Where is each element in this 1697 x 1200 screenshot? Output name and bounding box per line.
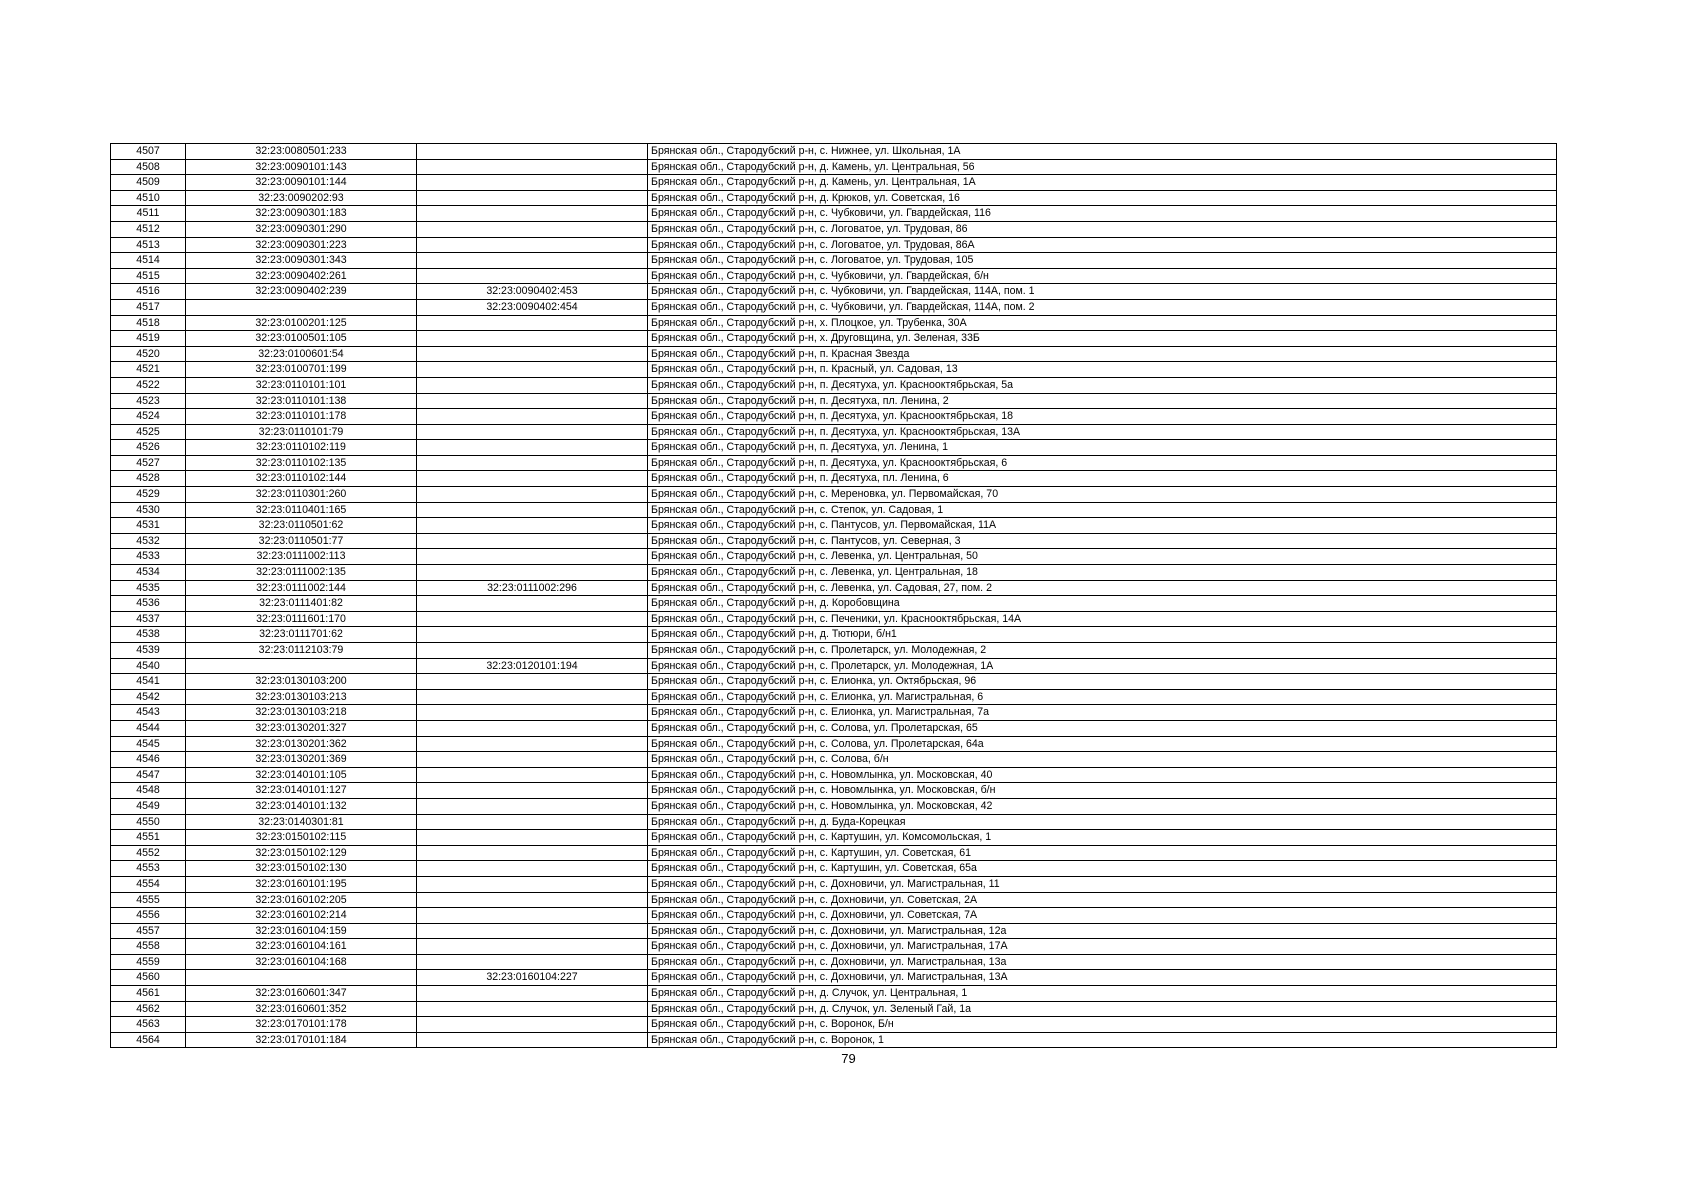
row-number-cell: 4525 — [111, 424, 186, 440]
cadastral-number-cell: 32:23:0080501:233 — [186, 144, 417, 160]
address-cell: Брянская обл., Стародубский р-н, с. Дохновичи, ул. Магистральная, 12а — [648, 923, 1557, 939]
table-row — [111, 580, 1557, 596]
premises-cadastral-number-cell — [417, 565, 648, 581]
table-row — [111, 1032, 1557, 1048]
cadastral-number-cell: 32:23:0160601:352 — [186, 1001, 417, 1017]
premises-cadastral-number-cell — [417, 814, 648, 830]
premises-cadastral-number-cell — [417, 502, 648, 518]
row-number-cell: 4544 — [111, 720, 186, 736]
address-cell: Брянская обл., Стародубский р-н, с. Солова, ул. Пролетарская, 64а — [648, 736, 1557, 752]
address-cell: Брянская обл., Стародубский р-н, п. Десятуха, ул. Краснооктябрьская, 5а — [648, 377, 1557, 393]
table-row — [111, 237, 1557, 253]
table-row — [111, 752, 1557, 768]
cadastral-number-cell: 32:23:0160101:195 — [186, 876, 417, 892]
table-row — [111, 502, 1557, 518]
address-cell: Брянская обл., Стародубский р-н, х. Друговщина, ул. Зеленая, 33Б — [648, 331, 1557, 347]
cadastral-number-cell — [186, 299, 417, 315]
cadastral-number-cell: 32:23:0130201:327 — [186, 720, 417, 736]
address-cell: Брянская обл., Стародубский р-н, д. Камень, ул. Центральная, 1А — [648, 175, 1557, 191]
address-cell: Брянская обл., Стародубский р-н, с. Логоватое, ул. Трудовая, 105 — [648, 253, 1557, 269]
premises-cadastral-number-cell — [417, 643, 648, 659]
table-row — [111, 253, 1557, 269]
row-number-cell: 4535 — [111, 580, 186, 596]
address-cell: Брянская обл., Стародубский р-н, с. Новомлынка, ул. Московская, 42 — [648, 798, 1557, 814]
address-cell: Брянская обл., Стародубский р-н, с. Елионка, ул. Магистральная, 6 — [648, 689, 1557, 705]
table-row — [111, 533, 1557, 549]
row-number-cell: 4533 — [111, 549, 186, 565]
table-row — [111, 830, 1557, 846]
row-number-cell: 4549 — [111, 798, 186, 814]
table-row — [111, 876, 1557, 892]
row-number-cell: 4530 — [111, 502, 186, 518]
cadastral-number-cell: 32:23:0090301:183 — [186, 206, 417, 222]
address-cell: Брянская обл., Стародубский р-н, с. Чубковичи, ул. Гвардейская, 114А, пом. 2 — [648, 299, 1557, 315]
premises-cadastral-number-cell — [417, 830, 648, 846]
table-row — [111, 315, 1557, 331]
premises-cadastral-number-cell — [417, 455, 648, 471]
table-row — [111, 549, 1557, 565]
row-number-cell: 4536 — [111, 596, 186, 612]
cadastral-number-cell: 32:23:0110301:260 — [186, 487, 417, 503]
premises-cadastral-number-cell — [417, 221, 648, 237]
row-number-cell: 4519 — [111, 331, 186, 347]
table-row — [111, 798, 1557, 814]
row-number-cell: 4515 — [111, 268, 186, 284]
cadastral-number-cell: 32:23:0090101:143 — [186, 159, 417, 175]
row-number-cell: 4524 — [111, 409, 186, 425]
premises-cadastral-number-cell — [417, 315, 648, 331]
table-row — [111, 689, 1557, 705]
table-row — [111, 892, 1557, 908]
premises-cadastral-number-cell — [417, 331, 648, 347]
table-row — [111, 268, 1557, 284]
premises-cadastral-number-cell — [417, 1032, 648, 1048]
address-cell: Брянская обл., Стародубский р-н, п. Десятуха, пл. Ленина, 2 — [648, 393, 1557, 409]
table-row — [111, 1001, 1557, 1017]
premises-cadastral-number-cell — [417, 440, 648, 456]
row-number-cell: 4510 — [111, 190, 186, 206]
address-cell: Брянская обл., Стародубский р-н, с. Дохновичи, ул. Магистральная, 13а — [648, 954, 1557, 970]
row-number-cell: 4509 — [111, 175, 186, 191]
address-cell: Брянская обл., Стародубский р-н, с. Картушин, ул. Комсомольская, 1 — [648, 830, 1557, 846]
cadastral-number-cell: 32:23:0110102:144 — [186, 471, 417, 487]
row-number-cell: 4518 — [111, 315, 186, 331]
row-number-cell: 4551 — [111, 830, 186, 846]
table-row — [111, 518, 1557, 534]
address-cell: Брянская обл., Стародубский р-н, с. Печеники, ул. Краснооктябрьская, 14А — [648, 611, 1557, 627]
cadastral-number-cell: 32:23:0111601:170 — [186, 611, 417, 627]
address-cell: Брянская обл., Стародубский р-н, с. Солова, б/н — [648, 752, 1557, 768]
address-cell: Брянская обл., Стародубский р-н, п. Десятуха, пл. Ленина, 6 — [648, 471, 1557, 487]
premises-cadastral-number-cell — [417, 518, 648, 534]
table-row — [111, 346, 1557, 362]
cadastral-number-cell: 32:23:0100601:54 — [186, 346, 417, 362]
premises-cadastral-number-cell — [417, 268, 648, 284]
row-number-cell: 4507 — [111, 144, 186, 160]
premises-cadastral-number-cell: 32:23:0090402:454 — [417, 299, 648, 315]
row-number-cell: 4529 — [111, 487, 186, 503]
table-row — [111, 487, 1557, 503]
premises-cadastral-number-cell — [417, 783, 648, 799]
table-row — [111, 331, 1557, 347]
table-row — [111, 861, 1557, 877]
table-row — [111, 674, 1557, 690]
premises-cadastral-number-cell — [417, 986, 648, 1002]
table-row — [111, 565, 1557, 581]
address-cell: Брянская обл., Стародубский р-н, с. Новомлынка, ул. Московская, 40 — [648, 767, 1557, 783]
premises-cadastral-number-cell — [417, 627, 648, 643]
cadastral-number-cell: 32:23:0110101:101 — [186, 377, 417, 393]
cadastral-number-cell: 32:23:0160102:205 — [186, 892, 417, 908]
cadastral-number-cell: 32:23:0100501:105 — [186, 331, 417, 347]
row-number-cell: 4557 — [111, 923, 186, 939]
table-row — [111, 767, 1557, 783]
address-cell: Брянская обл., Стародубский р-н, с. Пролетарск, ул. Молодежная, 2 — [648, 643, 1557, 659]
premises-cadastral-number-cell — [417, 798, 648, 814]
premises-cadastral-number-cell: 32:23:0160104:227 — [417, 970, 648, 986]
address-cell: Брянская обл., Стародубский р-н, с. Левенка, ул. Садовая, 27, пом. 2 — [648, 580, 1557, 596]
cadastral-number-cell: 32:23:0111002:135 — [186, 565, 417, 581]
table-row — [111, 596, 1557, 612]
premises-cadastral-number-cell — [417, 752, 648, 768]
row-number-cell: 4511 — [111, 206, 186, 222]
row-number-cell: 4555 — [111, 892, 186, 908]
row-number-cell: 4508 — [111, 159, 186, 175]
row-number-cell: 4532 — [111, 533, 186, 549]
row-number-cell: 4561 — [111, 986, 186, 1002]
premises-cadastral-number-cell — [417, 1017, 648, 1033]
table-row — [111, 939, 1557, 955]
cadastral-number-cell: 32:23:0090301:290 — [186, 221, 417, 237]
premises-cadastral-number-cell — [417, 549, 648, 565]
cadastral-number-cell: 32:23:0160601:347 — [186, 986, 417, 1002]
cadastral-number-cell: 32:23:0140301:81 — [186, 814, 417, 830]
cadastral-number-cell: 32:23:0111002:144 — [186, 580, 417, 596]
cadastral-number-cell: 32:23:0110101:138 — [186, 393, 417, 409]
cadastral-number-cell: 32:23:0160104:159 — [186, 923, 417, 939]
premises-cadastral-number-cell — [417, 377, 648, 393]
row-number-cell: 4541 — [111, 674, 186, 690]
premises-cadastral-number-cell — [417, 206, 648, 222]
table-row — [111, 611, 1557, 627]
address-cell: Брянская обл., Стародубский р-н, д. Коробовщина — [648, 596, 1557, 612]
cadastral-number-cell: 32:23:0090301:343 — [186, 253, 417, 269]
row-number-cell: 4527 — [111, 455, 186, 471]
row-number-cell: 4517 — [111, 299, 186, 315]
table-row — [111, 970, 1557, 986]
table-row — [111, 159, 1557, 175]
address-cell: Брянская обл., Стародубский р-н, с. Левенка, ул. Центральная, 50 — [648, 549, 1557, 565]
table-row — [111, 783, 1557, 799]
row-number-cell: 4534 — [111, 565, 186, 581]
cadastral-number-cell: 32:23:0140101:132 — [186, 798, 417, 814]
premises-cadastral-number-cell — [417, 471, 648, 487]
premises-cadastral-number-cell: 32:23:0111002:296 — [417, 580, 648, 596]
premises-cadastral-number-cell — [417, 596, 648, 612]
address-cell: Брянская обл., Стародубский р-н, с. Нижнее, ул. Школьная, 1А — [648, 144, 1557, 160]
row-number-cell: 4546 — [111, 752, 186, 768]
cadastral-number-cell: 32:23:0100201:125 — [186, 315, 417, 331]
cadastral-number-cell: 32:23:0110102:119 — [186, 440, 417, 456]
table-row — [111, 1017, 1557, 1033]
address-cell: Брянская обл., Стародубский р-н, с. Чубковичи, ул. Гвардейская, б/н — [648, 268, 1557, 284]
cadastral-number-cell: 32:23:0140101:105 — [186, 767, 417, 783]
row-number-cell: 4543 — [111, 705, 186, 721]
table-row — [111, 658, 1557, 674]
table-row — [111, 705, 1557, 721]
row-number-cell: 4550 — [111, 814, 186, 830]
cadastral-number-cell: 32:23:0090402:261 — [186, 268, 417, 284]
address-cell: Брянская обл., Стародубский р-н, п. Десятуха, ул. Ленина, 1 — [648, 440, 1557, 456]
row-number-cell: 4552 — [111, 845, 186, 861]
table-row — [111, 424, 1557, 440]
address-cell: Брянская обл., Стародубский р-н, п. Красная Звезда — [648, 346, 1557, 362]
row-number-cell: 4521 — [111, 362, 186, 378]
address-cell: Брянская обл., Стародубский р-н, д. Крюков, ул. Советская, 16 — [648, 190, 1557, 206]
premises-cadastral-number-cell — [417, 939, 648, 955]
address-cell: Брянская обл., Стародубский р-н, с. Дохновичи, ул. Магистральная, 17А — [648, 939, 1557, 955]
address-cell: Брянская обл., Стародубский р-н, д. Камень, ул. Центральная, 56 — [648, 159, 1557, 175]
premises-cadastral-number-cell: 32:23:0090402:453 — [417, 284, 648, 300]
premises-cadastral-number-cell — [417, 159, 648, 175]
cadastral-number-cell: 32:23:0110401:165 — [186, 502, 417, 518]
premises-cadastral-number-cell — [417, 409, 648, 425]
address-cell: Брянская обл., Стародубский р-н, п. Десятуха, ул. Краснооктябрьская, 18 — [648, 409, 1557, 425]
table-row — [111, 175, 1557, 191]
row-number-cell: 4531 — [111, 518, 186, 534]
address-cell: Брянская обл., Стародубский р-н, с. Логоватое, ул. Трудовая, 86 — [648, 221, 1557, 237]
address-cell: Брянская обл., Стародубский р-н, с. Картушин, ул. Советская, 65а — [648, 861, 1557, 877]
table-row — [111, 299, 1557, 315]
cadastral-number-cell: 32:23:0130103:218 — [186, 705, 417, 721]
row-number-cell: 4514 — [111, 253, 186, 269]
page-number: 79 — [841, 1051, 856, 1066]
cadastral-number-cell: 32:23:0110501:62 — [186, 518, 417, 534]
row-number-cell: 4563 — [111, 1017, 186, 1033]
cadastral-number-cell: 32:23:0140101:127 — [186, 783, 417, 799]
cadastral-number-cell: 32:23:0160104:168 — [186, 954, 417, 970]
row-number-cell: 4540 — [111, 658, 186, 674]
table-row — [111, 409, 1557, 425]
address-cell: Брянская обл., Стародубский р-н, с. Дохновичи, ул. Магистральная, 13А — [648, 970, 1557, 986]
address-cell: Брянская обл., Стародубский р-н, с. Левенка, ул. Центральная, 18 — [648, 565, 1557, 581]
property-table — [110, 143, 1557, 1048]
property-table-body — [111, 144, 1557, 1048]
row-number-cell: 4553 — [111, 861, 186, 877]
address-cell: Брянская обл., Стародубский р-н, п. Красный, ул. Садовая, 13 — [648, 362, 1557, 378]
cadastral-number-cell: 32:23:0090301:223 — [186, 237, 417, 253]
cadastral-number-cell: 32:23:0110102:135 — [186, 455, 417, 471]
cadastral-number-cell: 32:23:0160104:161 — [186, 939, 417, 955]
premises-cadastral-number-cell — [417, 533, 648, 549]
cadastral-number-cell: 32:23:0150102:115 — [186, 830, 417, 846]
row-number-cell: 4545 — [111, 736, 186, 752]
cadastral-number-cell: 32:23:0110101:178 — [186, 409, 417, 425]
table-row — [111, 455, 1557, 471]
row-number-cell: 4523 — [111, 393, 186, 409]
table-row — [111, 814, 1557, 830]
premises-cadastral-number-cell — [417, 923, 648, 939]
premises-cadastral-number-cell — [417, 689, 648, 705]
address-cell: Брянская обл., Стародубский р-н, д. Тютюри, б/н1 — [648, 627, 1557, 643]
premises-cadastral-number-cell — [417, 144, 648, 160]
premises-cadastral-number-cell — [417, 487, 648, 503]
premises-cadastral-number-cell — [417, 362, 648, 378]
cadastral-number-cell: 32:23:0150102:130 — [186, 861, 417, 877]
address-cell: Брянская обл., Стародубский р-н, х. Плоцкое, ул. Трубенка, 30А — [648, 315, 1557, 331]
address-cell: Брянская обл., Стародубский р-н, с. Елионка, ул. Октябрьская, 96 — [648, 674, 1557, 690]
table-row — [111, 393, 1557, 409]
row-number-cell: 4562 — [111, 1001, 186, 1017]
row-number-cell: 4538 — [111, 627, 186, 643]
table-row — [111, 362, 1557, 378]
cadastral-number-cell: 32:23:0090101:144 — [186, 175, 417, 191]
row-number-cell: 4548 — [111, 783, 186, 799]
row-number-cell: 4539 — [111, 643, 186, 659]
row-number-cell: 4516 — [111, 284, 186, 300]
address-cell: Брянская обл., Стародубский р-н, с. Дохновичи, ул. Советская, 2А — [648, 892, 1557, 908]
table-row — [111, 720, 1557, 736]
premises-cadastral-number-cell — [417, 190, 648, 206]
table-row — [111, 471, 1557, 487]
table-row — [111, 144, 1557, 160]
cadastral-number-cell: 32:23:0170101:178 — [186, 1017, 417, 1033]
address-cell: Брянская обл., Стародубский р-н, п. Десятуха, ул. Краснооктябрьская, 6 — [648, 455, 1557, 471]
address-cell: Брянская обл., Стародубский р-н, с. Пантусов, ул. Первомайская, 11А — [648, 518, 1557, 534]
row-number-cell: 4528 — [111, 471, 186, 487]
row-number-cell: 4520 — [111, 346, 186, 362]
row-number-cell: 4537 — [111, 611, 186, 627]
table-row — [111, 643, 1557, 659]
premises-cadastral-number-cell — [417, 908, 648, 924]
table-row — [111, 284, 1557, 300]
row-number-cell: 4522 — [111, 377, 186, 393]
cadastral-number-cell: 32:23:0090202:93 — [186, 190, 417, 206]
premises-cadastral-number-cell — [417, 253, 648, 269]
address-cell: Брянская обл., Стародубский р-н, с. Картушин, ул. Советская, 61 — [648, 845, 1557, 861]
row-number-cell: 4542 — [111, 689, 186, 705]
premises-cadastral-number-cell — [417, 767, 648, 783]
address-cell: Брянская обл., Стародубский р-н, с. Мереновка, ул. Первомайская, 70 — [648, 487, 1557, 503]
premises-cadastral-number-cell — [417, 720, 648, 736]
premises-cadastral-number-cell — [417, 845, 648, 861]
address-cell: Брянская обл., Стародубский р-н, д. Буда-Корецкая — [648, 814, 1557, 830]
table-row — [111, 954, 1557, 970]
table-row — [111, 206, 1557, 222]
address-cell: Брянская обл., Стародубский р-н, с. Новомлынка, ул. Московская, б/н — [648, 783, 1557, 799]
row-number-cell: 4558 — [111, 939, 186, 955]
table-row — [111, 986, 1557, 1002]
address-cell: Брянская обл., Стародубский р-н, с. Елионка, ул. Магистральная, 7а — [648, 705, 1557, 721]
premises-cadastral-number-cell — [417, 175, 648, 191]
address-cell: Брянская обл., Стародубский р-н, д. Случок, ул. Центральная, 1 — [648, 986, 1557, 1002]
row-number-cell: 4560 — [111, 970, 186, 986]
premises-cadastral-number-cell — [417, 876, 648, 892]
premises-cadastral-number-cell — [417, 424, 648, 440]
address-cell: Брянская обл., Стародубский р-н, с. Дохновичи, ул. Магистральная, 11 — [648, 876, 1557, 892]
cadastral-number-cell: 32:23:0111701:62 — [186, 627, 417, 643]
address-cell: Брянская обл., Стародубский р-н, с. Чубковичи, ул. Гвардейская, 116 — [648, 206, 1557, 222]
address-cell: Брянская обл., Стародубский р-н, с. Дохновичи, ул. Советская, 7А — [648, 908, 1557, 924]
address-cell: Брянская обл., Стародубский р-н, с. Воронок, 1 — [648, 1032, 1557, 1048]
premises-cadastral-number-cell — [417, 954, 648, 970]
row-number-cell: 4512 — [111, 221, 186, 237]
premises-cadastral-number-cell — [417, 736, 648, 752]
table-row — [111, 377, 1557, 393]
address-cell: Брянская обл., Стародубский р-н, с. Воронок, Б/н — [648, 1017, 1557, 1033]
cadastral-number-cell: 32:23:0100701:199 — [186, 362, 417, 378]
row-number-cell: 4554 — [111, 876, 186, 892]
table-row — [111, 923, 1557, 939]
premises-cadastral-number-cell — [417, 674, 648, 690]
address-cell: Брянская обл., Стародубский р-н, с. Пролетарск, ул. Молодежная, 1А — [648, 658, 1557, 674]
premises-cadastral-number-cell — [417, 861, 648, 877]
row-number-cell: 4556 — [111, 908, 186, 924]
row-number-cell: 4559 — [111, 954, 186, 970]
row-number-cell: 4564 — [111, 1032, 186, 1048]
address-cell: Брянская обл., Стародубский р-н, п. Десятуха, ул. Краснооктябрьская, 13А — [648, 424, 1557, 440]
table-row — [111, 190, 1557, 206]
address-cell: Брянская обл., Стародубский р-н, с. Логоватое, ул. Трудовая, 86А — [648, 237, 1557, 253]
cadastral-number-cell: 32:23:0090402:239 — [186, 284, 417, 300]
cadastral-number-cell: 32:23:0110501:77 — [186, 533, 417, 549]
row-number-cell: 4547 — [111, 767, 186, 783]
cadastral-number-cell — [186, 658, 417, 674]
table-row — [111, 908, 1557, 924]
premises-cadastral-number-cell — [417, 237, 648, 253]
cadastral-number-cell: 32:23:0130201:362 — [186, 736, 417, 752]
cadastral-number-cell: 32:23:0150102:129 — [186, 845, 417, 861]
premises-cadastral-number-cell — [417, 705, 648, 721]
cadastral-number-cell: 32:23:0111401:82 — [186, 596, 417, 612]
address-cell: Брянская обл., Стародубский р-н, с. Пантусов, ул. Северная, 3 — [648, 533, 1557, 549]
premises-cadastral-number-cell — [417, 892, 648, 908]
table-row — [111, 627, 1557, 643]
premises-cadastral-number-cell: 32:23:0120101:194 — [417, 658, 648, 674]
cadastral-number-cell: 32:23:0170101:184 — [186, 1032, 417, 1048]
row-number-cell: 4513 — [111, 237, 186, 253]
address-cell: Брянская обл., Стародубский р-н, с. Чубковичи, ул. Гвардейская, 114А, пом. 1 — [648, 284, 1557, 300]
table-row — [111, 440, 1557, 456]
premises-cadastral-number-cell — [417, 1001, 648, 1017]
address-cell: Брянская обл., Стародубский р-н, с. Солова, ул. Пролетарская, 65 — [648, 720, 1557, 736]
cadastral-number-cell: 32:23:0130103:200 — [186, 674, 417, 690]
cadastral-number-cell — [186, 970, 417, 986]
cadastral-number-cell: 32:23:0112103:79 — [186, 643, 417, 659]
cadastral-number-cell: 32:23:0110101:79 — [186, 424, 417, 440]
table-row — [111, 736, 1557, 752]
row-number-cell: 4526 — [111, 440, 186, 456]
cadastral-number-cell: 32:23:0130201:369 — [186, 752, 417, 768]
premises-cadastral-number-cell — [417, 393, 648, 409]
address-cell: Брянская обл., Стародубский р-н, д. Случок, ул. Зеленый Гай, 1а — [648, 1001, 1557, 1017]
table-row — [111, 221, 1557, 237]
cadastral-number-cell: 32:23:0130103:213 — [186, 689, 417, 705]
premises-cadastral-number-cell — [417, 346, 648, 362]
table-row — [111, 845, 1557, 861]
premises-cadastral-number-cell — [417, 611, 648, 627]
cadastral-number-cell: 32:23:0160102:214 — [186, 908, 417, 924]
cadastral-number-cell: 32:23:0111002:113 — [186, 549, 417, 565]
address-cell: Брянская обл., Стародубский р-н, с. Степок, ул. Садовая, 1 — [648, 502, 1557, 518]
